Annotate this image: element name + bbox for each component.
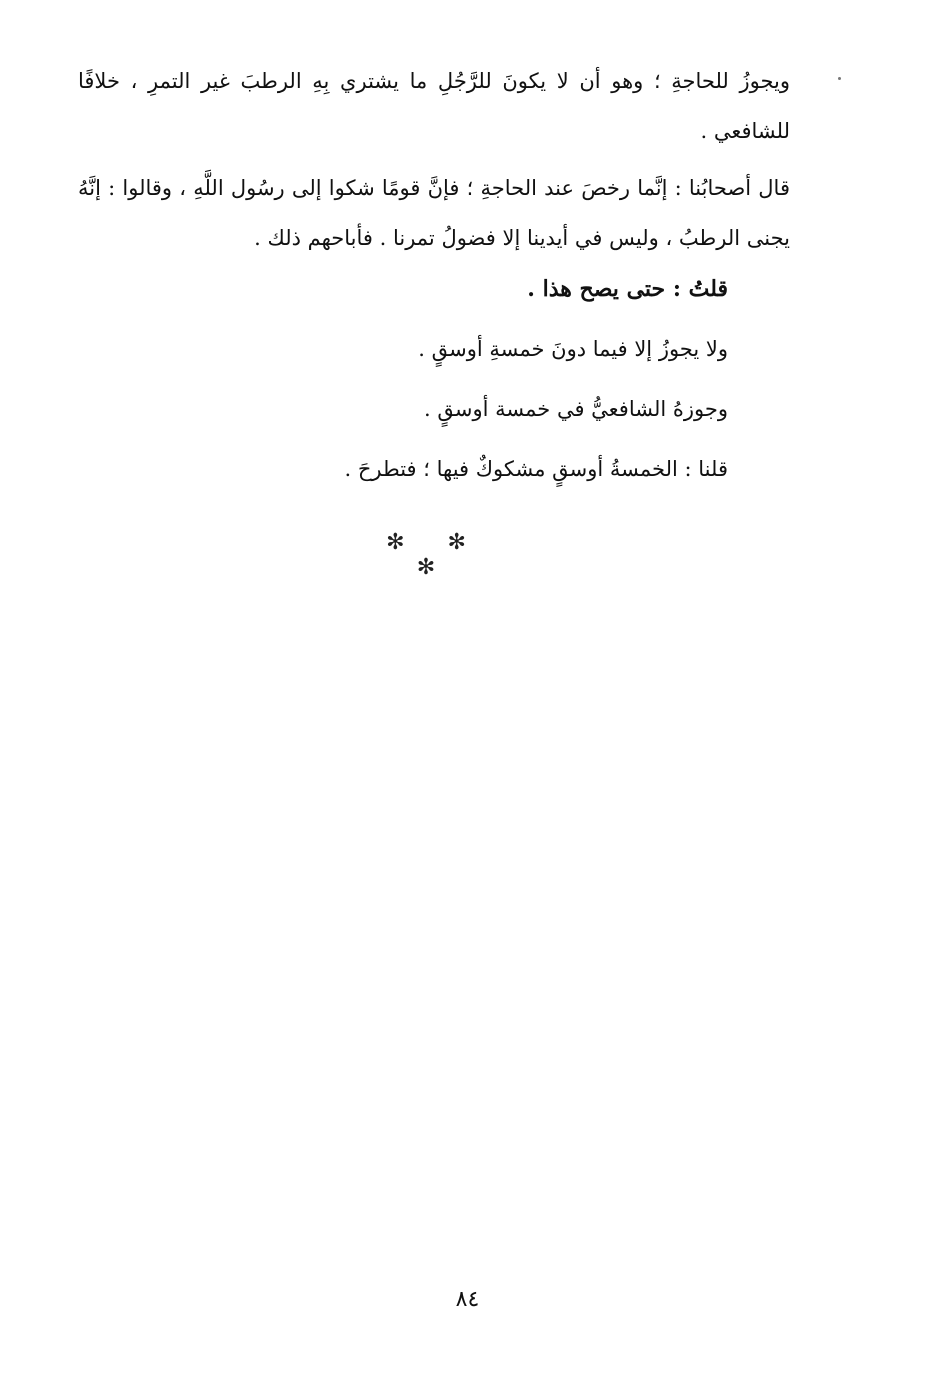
paragraph-5: قلنا : الخمسةُ أوسقٍ مشكوكٌ فيها ؛ فتطرحَ . <box>344 457 728 481</box>
paragraph-2 <box>78 163 790 263</box>
paragraph-3: ولا يجوزُ إلا فيما دونَ خمسةِ أوسقٍ . <box>418 337 728 361</box>
paragraph-1 <box>78 56 790 156</box>
paragraph-4: وجوزهُ الشافعيُّ في خمسة أوسقٍ . <box>424 397 728 421</box>
paragraph-1-text: ويجوزُ للحاجةِ ؛ وهو أن لا يكونَ للرَّجُلِ ما يشتري بِهِ الرطبَ غير التمرِ ، خلافًا للشافعي . <box>78 69 790 143</box>
section-heading: قلتُ : حتى يصح هذا . <box>527 276 728 302</box>
section-separator-asterisks: ✻ ✻ ✻ <box>386 530 484 580</box>
scan-speck <box>838 77 841 80</box>
paragraph-2-text: قال أصحابُنا : إنَّما رخصَ عند الحاجةِ ؛ فإنَّ قومًا شكوا إلى رسُول اللَّهِ ، وقالوا : إنَّهُ يجنى الرطبُ ، وليس في أيدينا إلا فضولُ تمرنا . فأباحهم ذلك . <box>78 176 790 250</box>
page-number: ٨٤ <box>455 1287 480 1312</box>
